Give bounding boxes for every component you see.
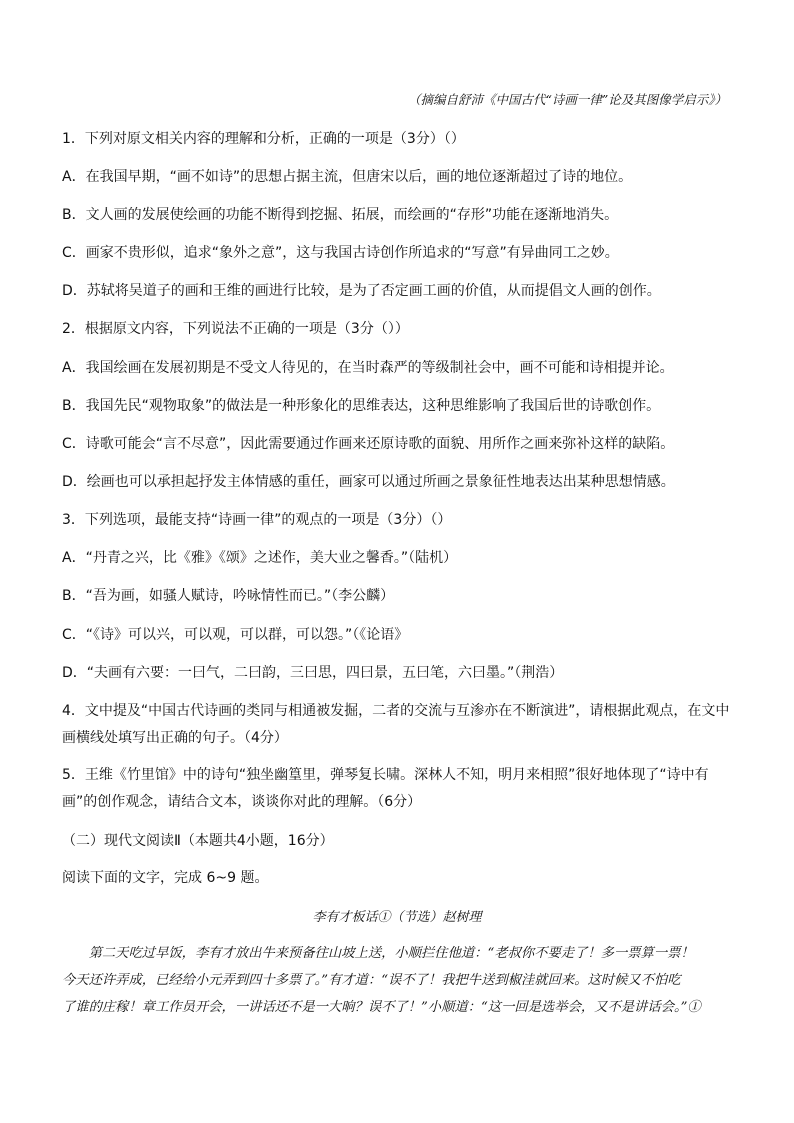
question-2-option-b: B．我国先民“观物取象”的做法是一种形象化的思维表达，这种思维影响了我国后世的诗歌创作。 xyxy=(62,398,661,414)
reading-instruction: 阅读下面的文字，完成 6~9 题。 xyxy=(62,870,269,886)
story-paragraph xyxy=(62,940,752,1021)
source-note: （摘编自舒沛《中国古代“诗画一律”论及其图像学启示》） xyxy=(407,92,727,107)
question-2-stem: 2．根据原文内容，下列说法不正确的一项是（3分（）） xyxy=(62,321,409,337)
question-1-stem: 1．下列对原文相关内容的理解和分析，正确的一项是（3分）（） xyxy=(62,131,465,147)
section-heading: （二）现代文阅读Ⅱ（本题共4小题，16分） xyxy=(62,833,334,849)
question-5-line-2: 画”的创作观念，请结合文本，谈谈你对此的理解。（6分） xyxy=(62,794,422,810)
question-3-option-b: B．“吾为画，如骚人赋诗，吟咏情性而已。”（李公麟） xyxy=(62,588,395,604)
question-4-line-1: 4．文中提及“中国古代诗画的类同与相通被发掘，二者的交流与互渗亦在不断演进”，请根据此观点，在文中 xyxy=(62,703,730,719)
story-line-1: 第二天吃过早饭，李有才放出牛来预备往山坡上送，小顺拦住他道：“老叔你不要走了！多一票算一票！ xyxy=(88,946,694,961)
question-4-line-2: 画横线处填写出正确的句子。（4分） xyxy=(62,730,288,746)
story-title: 李有才板话①（节选）赵树理 xyxy=(312,910,482,925)
question-2-option-a: A．我国绘画在发展初期是不受文人待见的，在当时森严的等级制社会中，画不可能和诗相提并论。 xyxy=(62,360,674,376)
question-5-line-1: 5．王维《竹里馆》中的诗句“独坐幽篁里，弹琴复长啸。深林人不知，明月来相照”很好地体现了“诗中有 xyxy=(62,767,709,783)
question-3-option-d: D．“夫画有六要：一曰气，二曰韵，三曰思，四曰景，五曰笔，六曰墨。”（荆浩） xyxy=(62,665,564,681)
story-line-3: 了谁的庄稼！章工作员开会，一讲话还不是一大晌？误不了！”小顺道：“这一回是选举会，又不是讲话会。”① xyxy=(62,1000,701,1015)
question-3-option-c: C．“《诗》可以兴，可以观，可以群，可以怨。”（《论语》 xyxy=(62,627,409,643)
question-1-option-d: D．苏轼将吴道子的画和王维的画进行比较，是为了否定画工画的价值，从而提倡文人画的创作。 xyxy=(62,283,661,299)
question-3-stem: 3．下列选项，最能支持“诗画一律”的观点的一项是（3分）（） xyxy=(62,512,452,528)
question-1-option-c: C．画家不贵形似，追求“象外之意”，这与我国古诗创作所追求的“写意”有异曲同工之妙。 xyxy=(62,245,619,261)
story-line-2: 今天还许弄成，已经给小元弄到四十多票了。”有才道：“误不了！我把牛送到椒洼就回来。这时候又不怕吃 xyxy=(62,973,681,988)
question-2-option-d: D．绘画也可以承担起抒发主体情感的重任，画家可以通过所画之景象征性地表达出某种思想情感。 xyxy=(62,474,675,490)
question-3-option-a: A．“丹青之兴，比《雅》《颂》之述作，美大业之馨香。”（陆机） xyxy=(62,550,458,566)
question-1-option-b: B．文人画的发展使绘画的功能不断得到挖掘、拓展，而绘画的“存形”功能在逐渐地消失。 xyxy=(62,207,619,223)
question-1-option-a: A．在我国早期，“画不如诗”的思想占据主流，但唐宋以后，画的地位逐渐超过了诗的地位。 xyxy=(62,169,633,185)
question-2-option-c: C．诗歌可能会“言不尽意”，因此需要通过作画来还原诗歌的面貌、用所作之画来弥补这样的缺陷。 xyxy=(62,436,675,452)
